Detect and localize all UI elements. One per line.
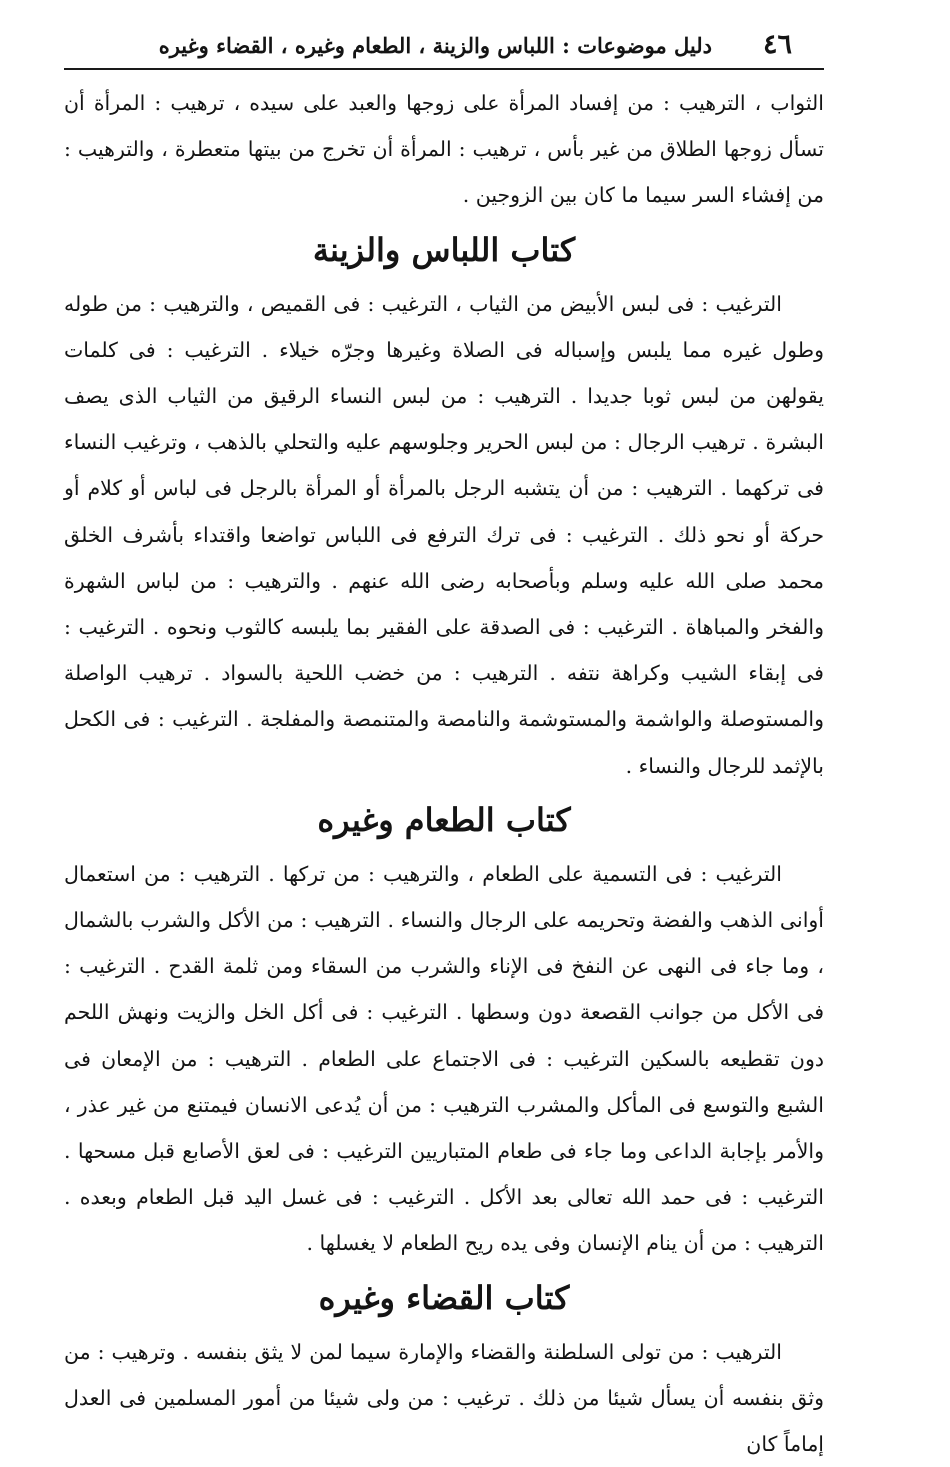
paragraph-food: الترغيب : فى التسمية على الطعام ، والترهيب : من تركها . الترهيب : من استعمال أوانى الذهب والفضة وتحريمه على الرجال والنساء . الترهيب : من الأكل والشرب بالشمال ، وما جاء فى النهى عن النفخ فى الإناء والشرب من السقاء ومن ثلمة القدح . الترغيب : فى الأكل من جوانب القصعة دون وسطها . الترغيب : فى أكل الخل والزيت ونهش اللحم دون تقطيعه بالسكين الترغيب : فى الاجتماع على الطعام . الترهيب : من الإمعان فى الشبع والتوسع فى المأكل والمشرب الترهيب : من أن يُدعى الانسان فيمتنع من غير عذر ، والأمر بإجابة الداعى وما جاء فى طعام المتباريين الترغيب : فى لعق الأصابع قبل مسحها . الترغيب : فى حمد الله تعالى بعد الأكل . الترغيب : فى غسل اليد قبل الطعام وبعده . الترهيب : من أن ينام الإنسان وفى يده ريح الطعام لا يغسلها . (64, 861, 824, 1256)
running-title: دليل موضوعات : اللباس والزينة ، الطعام وغيره ، القضاء وغيره (158, 33, 712, 58)
running-header (64, 22, 824, 70)
section-heading-clothing: كتاب اللباس والزينة (312, 230, 576, 269)
paragraph-clothing: الترغيب : فى لبس الأبيض من الثياب ، الترغيب : فى القميص ، والترهيب : من طوله وطول غيره مما يلبس وإسباله فى الصلاة وغيرها وجرّه خيلاء . الترغيب : فى كلمات يقولهن من لبس ثوبا جديدا . الترهيب : من لبس النساء الرقيق من الثياب الذى يصف البشرة . ترهيب الرجال : من لبس الحرير وجلوسهم عليه والتحلي بالذهب ، وترغيب النساء فى تركهما . الترهيب : من أن يتشبه الرجل بالمرأة أو المرأة بالرجل فى لباس أو كلام أو حركة أو نحو ذلك . الترغيب : فى ترك الترفع فى اللباس تواضعا واقتداء بأشرف الخلق محمد صلى الله عليه وسلم وبأصحابه رضى الله عنهم . والترهيب : من لباس الشهرة والفخر والمباهاة . الترغيب : فى الصدقة على الفقير بما يلبسه كالثوب ونحوه . الترغيب : فى إبقاء الشيب وكراهة نتفه . الترهيب : من خضب اللحية بالسواد . ترهيب الواصلة والمستوصلة والواشمة والمستوشمة والنامصة والمتنمصة والمفلجة . الترغيب : فى الكحل بالإثمد للرجال والنساء . (64, 291, 824, 778)
section-heading-judiciary: كتاب القضاء وغيره (318, 1278, 570, 1317)
paragraph-judiciary: الترهيب : من تولى السلطنة والقضاء والإمارة سيما لمن لا يثق بنفسه . وترهيب : من وثق بنفسه أن يسأل شيئا من ذلك . ترغيب : من ولى شيئا من أمور المسلمين فى العدل إماماً كان (64, 1339, 824, 1457)
page-number: ٤٦ (762, 29, 792, 60)
paragraph-continuation: الثواب ، الترهيب : من إفساد المرأة على زوجها والعبد على سيده ، ترهيب : المرأة أن تسأل زوجها الطلاق من غير بأس ، ترهيب : المرأة أن تخرج من بيتها متعطرة ، والترهيب : من إفشاء السر سيما ما كان بين الزوجين . (64, 91, 824, 208)
book-page (64, 22, 824, 1467)
section-heading-food: كتاب الطعام وغيره (317, 800, 571, 839)
